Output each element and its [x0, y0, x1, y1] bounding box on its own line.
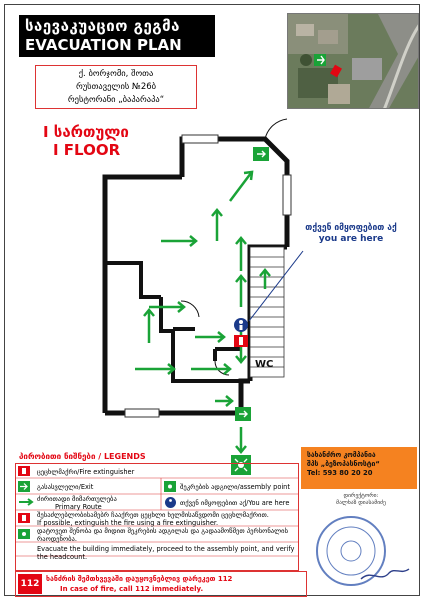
fire-extinguisher-icon [234, 335, 248, 347]
callout-georgian: თქვენ იმყოფებით აქ [305, 223, 397, 233]
legend-you-are-here-icon [165, 497, 176, 508]
company-seal-stamp [309, 509, 413, 593]
evacuation-plan-sheet [4, 4, 420, 596]
legend-primary-route-label-english: Primary Route [55, 503, 102, 511]
director-name: მალხაზ დიასამიძე [336, 500, 386, 506]
satellite-map [287, 13, 419, 109]
address-line-3: რესტორანი „ბაპარაპა“ [67, 95, 165, 105]
interior-walls [105, 263, 241, 381]
director-title: დირექტორი: [343, 493, 379, 499]
legend-note1-english: If possible, extinguish the fire using a fire extinguisher. [37, 519, 219, 527]
address-line-2: რუსთაველის №26ბ [75, 82, 157, 92]
legend-exit-label: გასასვლელი/Exit [37, 483, 94, 491]
fire-call-note [15, 571, 307, 597]
fire-note-english: In case of fire, call 112 immediately. [60, 585, 204, 593]
signature [361, 569, 409, 579]
emergency-112-badge: 112 [18, 574, 42, 594]
you-are-here-callout [291, 223, 411, 244]
address-line-1: ქ. ბორჯომი, შოთა [78, 69, 154, 79]
you-are-here-marker [234, 318, 248, 332]
legend-primary-route-arrow [18, 498, 34, 506]
director-label [305, 493, 417, 507]
legend-primary-route-label-georgian: ძირითადი მიმართულება [37, 495, 117, 503]
legend-note1-georgian: შესაძლებლობისამებრ ჩააქრეთ ცეცხლი ხელმისაწვდომი ცეცხლმაქრით. [37, 511, 269, 519]
legend-extinguisher-label: ცეცხლმაქრი/Fire extinguisher [37, 468, 135, 476]
legend-extinguisher-icon [18, 466, 30, 476]
legend-note-extinguisher-icon [18, 513, 30, 523]
legend-assembly-icon [164, 481, 176, 492]
wc-label: WC [255, 359, 274, 370]
legend-exit-icon [18, 481, 30, 492]
callout-english: you are here [318, 234, 384, 244]
floor-label-english: I FLOOR [53, 141, 121, 159]
legend-you-are-here-label: თქვენ იმყოფებით აქ/You are here [180, 499, 290, 507]
legend-note-evacuate-icon [18, 529, 30, 539]
address-box [35, 65, 197, 109]
legend-assembly-label: შეკრების ადგილი/assembly point [180, 483, 290, 491]
company-box [301, 447, 417, 489]
staircase [250, 247, 284, 377]
legend-note2-english: Evacuate the building immediately, proceed to the assembly point, and verify the headcount. [37, 545, 295, 561]
legend-note2-georgian: დატოვეთ შენობა და მიდით შეკრების ადგილას და გადაამოწმეთ პერსონალის რაოდენობა. [37, 527, 289, 543]
floor-plan [65, 111, 315, 481]
company-line-1: სახანძრო კომპანია [307, 451, 376, 459]
floor-label-georgian: I სართული [43, 123, 129, 141]
director-stamp-area [305, 491, 417, 595]
title-georgian: საევაკუაციო გეგმა [25, 17, 180, 35]
exit-sign-top [253, 147, 269, 161]
company-line-2: შპს „ბეზოპასნოსტი“ [307, 460, 380, 468]
company-phone: Tel: 593 80 20 20 [307, 469, 373, 477]
exit-sign-bottom [235, 407, 251, 421]
title-english: EVACUATION PLAN [25, 36, 182, 54]
satellite-map-image [288, 14, 419, 109]
fire-note-georgian: ხანძრის შემთხვევაში დაუყოვნებლივ დარეკეთ 112 [46, 575, 233, 583]
legend-title: პირობითი ნიშნები / LEGENDS [19, 452, 146, 461]
title-block [19, 15, 215, 57]
